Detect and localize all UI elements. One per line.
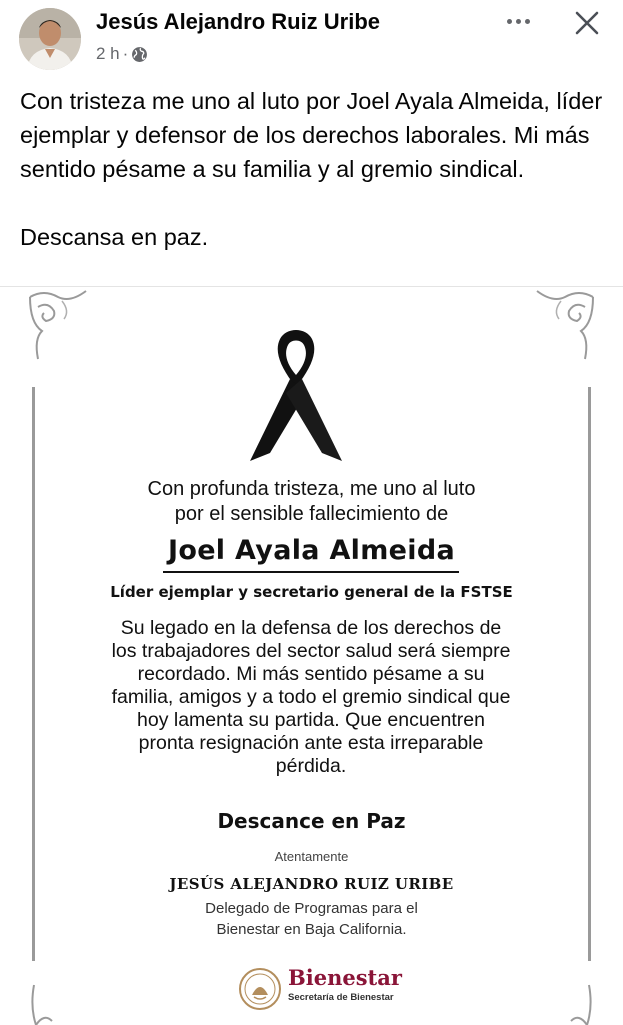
condolence-card[interactable]	[0, 286, 623, 1025]
national-seal-icon	[238, 967, 282, 1011]
condolence-message: Su legado en la defensa de los derechos de los trabajadores del sector salud será siempre recordado. Mi más sentido pésame a su familia, amigos y a todo el gremio sindical que hoy lamenta su partida. Que encuentren pronta resignación ante esta irreparable pérdida.	[111, 617, 511, 777]
post-meta	[96, 44, 148, 64]
position-line: Delegado de Programas para el	[205, 900, 418, 917]
intro-line: Con profunda tristeza, me uno al luto	[147, 478, 476, 500]
post-header	[0, 0, 623, 78]
more-options-button[interactable]	[500, 6, 536, 36]
farewell-text: Descance en Paz	[217, 809, 406, 833]
logo-subtitle: Secretaría de Bienestar	[288, 992, 394, 1003]
signer-name: JESÚS ALEJANDRO RUIZ URIBE	[169, 875, 454, 893]
bienestar-logo	[238, 965, 402, 1013]
avatar-photo-icon	[19, 8, 81, 70]
sincerely-text: Atentamente	[274, 849, 349, 864]
meta-separator: ·	[122, 44, 129, 63]
more-horizontal-icon	[507, 19, 512, 24]
more-dot	[525, 19, 530, 24]
intro-text	[0, 477, 623, 527]
avatar[interactable]	[19, 8, 81, 70]
deceased-name: Joel Ayala Almeida	[168, 535, 455, 566]
deceased-role: Líder ejemplar y secretario general de la FSTSE	[110, 583, 513, 601]
intro-line: por el sensible fallecimiento de	[174, 503, 449, 525]
post-paragraph: Con tristeza me uno al luto por Joel Ayala Almeida, líder ejemplar y defensor de los derechos laborales. Mi más sentido pésame a su familia y al gremio sindical.	[20, 88, 603, 182]
post-text	[20, 84, 610, 254]
post-time[interactable]: 2 h	[96, 44, 120, 63]
logo-title: Bienestar	[288, 965, 402, 990]
corner-ornament-icon	[533, 977, 597, 1025]
black-ribbon-icon	[246, 323, 346, 467]
post-paragraph: Descansa en paz.	[20, 224, 209, 250]
globe-icon	[131, 46, 148, 63]
close-icon[interactable]	[572, 8, 602, 38]
more-dot	[516, 19, 521, 24]
corner-ornament-icon	[26, 977, 90, 1025]
corner-ornament-icon	[533, 287, 597, 367]
name-divider	[163, 571, 459, 573]
signer-position	[0, 898, 623, 940]
corner-ornament-icon	[26, 287, 90, 367]
position-line: Bienestar en Baja California.	[216, 921, 407, 938]
author-name[interactable]: Jesús Alejandro Ruiz Uribe	[96, 9, 381, 34]
